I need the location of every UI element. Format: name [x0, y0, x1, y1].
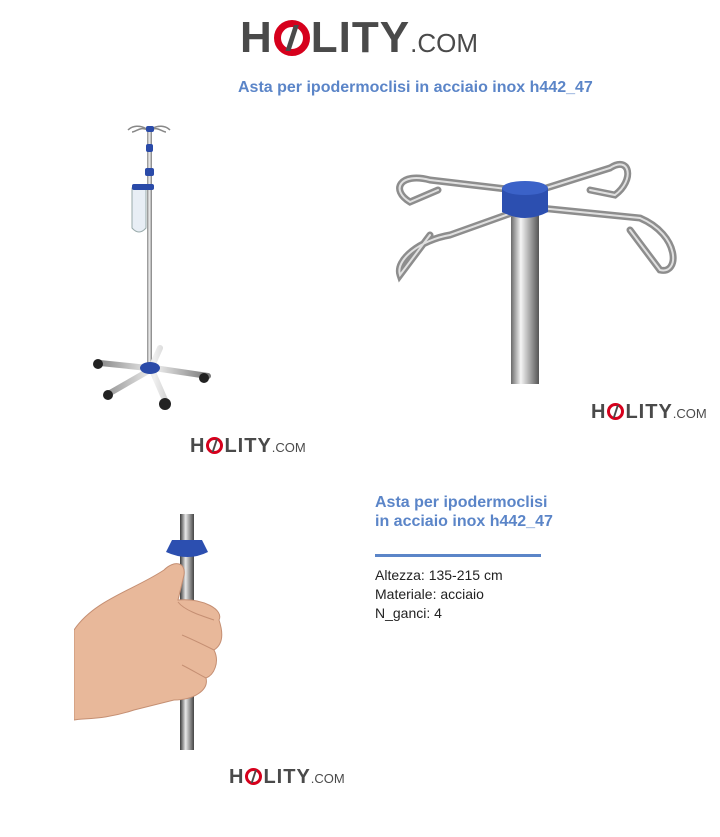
- iv-stand-image: [80, 118, 230, 418]
- hand-adjust-image: [74, 510, 234, 750]
- logo-letters-lity: LITY: [310, 13, 411, 62]
- logo-o-icon: [607, 403, 624, 420]
- logo-o-icon: [206, 437, 223, 454]
- page-title: Asta per ipodermoclisi in acciaio inox h442_47: [238, 79, 593, 96]
- logo-com: .COM: [410, 28, 478, 58]
- logo-o-icon: [245, 768, 262, 785]
- iv-hooks-closeup-image: [390, 150, 690, 390]
- spec-materiale: Materiale: acciaio: [375, 586, 484, 602]
- holity-logo-main[interactable]: [240, 14, 478, 62]
- spec-altezza: Altezza: 135-215 cm: [375, 567, 503, 583]
- spec-n-ganci: N_ganci: 4: [375, 605, 442, 621]
- holity-logo-left: H LITY .COM: [190, 435, 306, 457]
- holity-logo-right: H LITY .COM: [591, 401, 707, 423]
- logo-letter-h: H: [240, 13, 273, 62]
- product-title: Asta per ipodermoclisi in acciaio inox h442_47: [375, 494, 553, 530]
- title-underline: [375, 554, 541, 557]
- holity-logo-bottom: H LITY .COM: [229, 766, 345, 788]
- product-specs: [375, 566, 503, 623]
- logo-o-icon: [274, 20, 310, 56]
